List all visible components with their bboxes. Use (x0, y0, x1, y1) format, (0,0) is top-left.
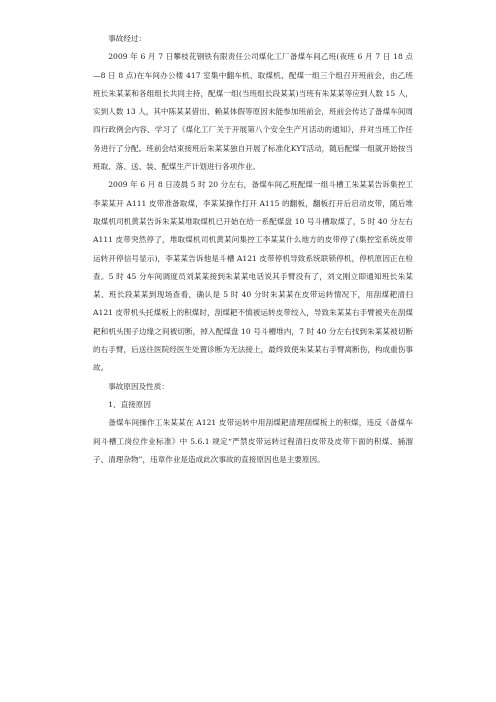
paragraph-direct-cause: 备煤车间操作工朱某某在 A121 皮带运转中用刮煤耙清理刮煤板上的积煤，违反《备煤车间斗槽工岗位作业标准》中 5.6.1 规定“严禁皮带运转过程清扫皮带及皮带下面的积煤、捅溜子、清理杂物”，违章作业是造成此次事故的直接原因也是主要原因。 (93, 418, 413, 464)
paragraph-accident: 2009 年 6 月 8 日凌晨 5 时 20 分左右，备煤车间乙班配煤一组斗槽工朱某某告诉集控工李某某开 A111 皮带准备取煤，李某某操作打开 A115 的翻板，翻板打开后启动皮带，随后堆取煤机司机黄某告诉朱某某堆取煤机已开始在给一系配煤盘 10 号斗槽取煤了，5 时 40 分左右 A111 皮带突然停了，堆取煤机司机黄某问集控工李某某什么地方的皮带停了(集控室系统皮带运转开停信号显示)，李某某告诉他是斗槽 A121 皮带停机导致系统联锁停机，停机原因正在检查。5 时 45 分车间调度员刘某某接到朱某某电话说其手臂没有了，刘文刚立即通知班长朱某某、班长段某某到现场查看，确认是 5 时 40 分时朱某某在皮带运转情况下，用刮煤耙清扫 A121 皮带机头托煤板上的积煤时，刮煤耙不慎被运转皮带绞入，导致朱某某右手臂被夹在刮煤耙和机头围子边缘之间被切断，掉入配煤盘 10 号斗槽堆内，7 时 40 分左右找到朱某某被切断的右手臂，后送往医院经医生处置诊断为无法接上，最终致使朱某某右手臂离断伤，构成重伤事故。 (93, 180, 413, 373)
subsection-heading-direct: 1、直接原因 (108, 399, 151, 409)
section-heading-process: 事故经过： (108, 34, 147, 43)
section-heading-cause: 事故原因及性质： (108, 381, 169, 391)
paragraph-meeting: 2009 年 6 月 7 日攀枝花钢铁有限责任公司煤化工厂备煤车间乙班(夜班 6 月 7 日 18 点—8 日 8 点)在车间办公楼 417 室集中翻车机、取煤机、配煤一组三个组召开班前会，由乙班班长朱某某和各组组长共同主持，配煤一组(当班组长段某某)当班有朱某某等应到人数 15 人，实到人数 13 人，其中陈某某借出、赖某体假等原因未能参加班前会，班前会传达了备煤车间周四行政例会内容、学习了《煤化工厂关于开展第八个安全生产月活动的通知》，并对当班工作任务进行了分配。班前会结束接班后朱某某独自开展了标准化KYT活动，随后配煤一组就开始按当班取、落、送、装、配煤生产计划进行各项作业。 (93, 52, 413, 172)
document-page (93, 30, 413, 469)
